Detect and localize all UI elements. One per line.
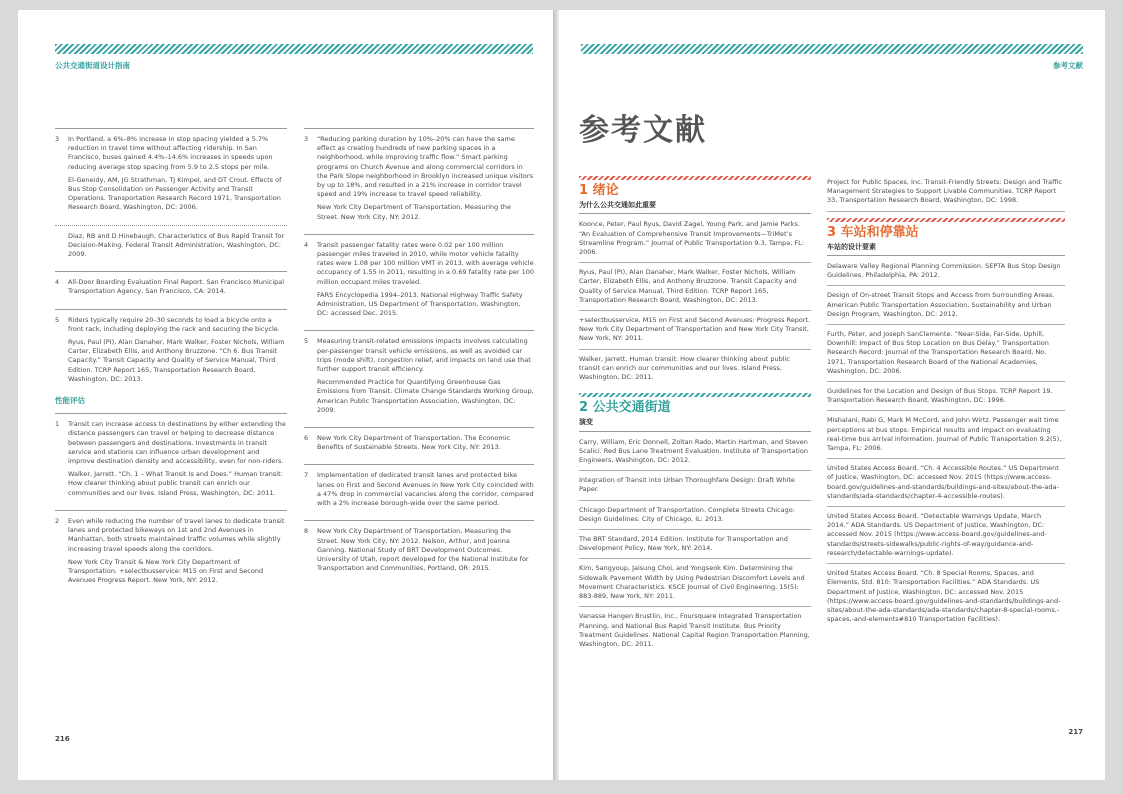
reference-entry: Delaware Valley Regional Planning Commission. SEPTA Bus Stop Design Guidelines. Philadelphia, PA: 2012. <box>827 262 1065 286</box>
reference-entry: Design of On-street Transit Stops and Access from Surrounding Areas. American Public Transportation Association, Sustainability and Urban Design Program, Washington, DC: 2012. <box>827 291 1065 325</box>
reference-entry: Walker, Jarrett. Human transit: How clearer thinking about public transit can enrich our communities and our lives. Island Press, Washington, DC: 2011. <box>579 354 790 382</box>
section-2-subtitle: 演变 <box>579 418 811 431</box>
endnote-text: New York City Department of Transportation, Measuring the Street. New York City, NY: 2012. Nelson, Arthur, and Joanna Ganning. National Study of BRT Development Outcomes. University of Utah, report developed for the National Institute for Transportation and Communities, Portland, OR: 2015. <box>317 527 529 573</box>
endnote-text: New York City Transit & New York City Department of Transportation. +selectbusservice: M15 on First and Second Avenues Progress Report. New York, NY: 2012. <box>68 557 264 585</box>
endnote-text: In Portland, a 6%–8% increase in stop spacing yielded a 5.7% reduction in travel time without affecting ridership. In San Francisco, buses gained 4.4%–14.6% increases in speeds upon reducing average stop spacing from 5.9 to 2.5 stops per mile. <box>68 135 273 171</box>
reference-entry: Project for Public Spaces, Inc. Transit-Friendly Streets: Design and Traffic Management Strategies to Support Livable Communities. TCRP Report 33, Transportation Research Board, Washington, DC: 1998. <box>827 178 1065 212</box>
reference-entry: Integration of Transit into Urban Thoroughfare Design: Draft White Paper. <box>579 476 811 500</box>
reference-entry: Chicago Department of Transportation. Complete Streets Chicago: Design Guidelines. City of Chicago, IL: 2013. <box>579 506 811 530</box>
right-page <box>559 10 1105 780</box>
endnote-number <box>55 232 68 264</box>
endnote <box>304 128 534 226</box>
reference-entry: Vanasse Hangen Brustlin, Inc., Foursquare Integrated Transportation Planning, and National Bus Rapid Transit Institute. Bus Priority Treatment Guidelines. National Capital Region Transportation Planning, Washington, DC: 2011. <box>579 612 810 648</box>
endnote <box>55 225 287 264</box>
page-number: 216 <box>55 735 70 743</box>
endnote <box>304 330 534 419</box>
endnote <box>304 520 534 577</box>
endnote-number: 8 <box>304 527 309 536</box>
section-2-title: 2 公共交通街道 <box>579 400 671 416</box>
section-3-title: 3 车站和停靠站 <box>827 224 919 240</box>
reference-entry: Guidelines for the Location and Design of Bus Stops. TCRP Report 19. Transportation Research Board, Washington, DC: 1996. <box>827 387 1065 411</box>
section-divider <box>579 176 811 180</box>
chapter-title: 参考文献 <box>579 113 707 148</box>
endnote-text: Diaz, RB and D Hinebaugh. Characteristics of Bus Rapid Transit for Decision-Making. Federal Transit Administration, Washington, DC: 2009. <box>68 231 285 259</box>
reference-entry: +selectbusservice, M15 on First and Second Avenues: Progress Report. New York City Department of Transportation and New York City Transit, New York, NY: 2011. <box>579 316 811 350</box>
endnote-text: Recommended Practice for Quantifying Greenhouse Gas Emissions from Transit. Climate Change Standards Working Group, American Public Transportation Association, Washington, DC: 2009. <box>317 378 534 414</box>
endnote-text: New York City Department of Transportation, Measuring the Street. New York City, NY: 2012. <box>317 203 511 221</box>
running-head: 公共交通街道设计指南 <box>55 61 130 70</box>
endnote <box>55 271 287 300</box>
references-column-1 <box>579 170 811 659</box>
endnote <box>55 510 287 589</box>
endnote-text: All-Door Boarding Evaluation Final Report. San Francisco Municipal Transportation Agency, San Francisco, CA: 2014. <box>68 278 285 296</box>
section-1-title: 1 绪论 <box>579 183 619 198</box>
endnote-number: 4 <box>55 278 60 287</box>
endnote-text: Measuring transit-related emissions impacts involves calculating per-passenger transit vehicle emissions, as well as avoided car trips (mode shift), congestion relief, and impacts on land use that further support transit efficiency. <box>317 337 531 374</box>
section-divider <box>827 218 1065 222</box>
section-divider <box>579 393 811 397</box>
reference-entry: Ryus, Paul (PI), Alan Danaher, Mark Walker, Foster Nichols, William Carter, Elizabeth Ellis, and Anthony Bruzzone. Transit Capacity and Quality of Service Manual, Third Edition. TCRP Report 165, Transportation Research Board, Washington, DC: 2013. <box>579 268 811 311</box>
section-3-subtitle: 车站的设计要素 <box>827 243 1065 256</box>
endnote <box>55 309 287 388</box>
endnote-text: Walker, Jarrett. “Ch. 1 – What Transit Is and Does.” Human transit: How clearer thinking about public transit can enrich our communities and our lives. Island Press, Washington, DC: 2011. <box>68 470 283 497</box>
reference-entry: Kim, Sangyoup, Jaisung Choi, and Yongseok Kim. Determining the Sidewalk Pavement Width by Using Pedestrian Discomfort Levels and Movement Characteristics. KSCE Journal of Civil Engineering, 15(5): 883-889, New York, NY: 2011. <box>579 564 811 607</box>
endnote <box>304 464 534 512</box>
reference-entry: Carry, William, Eric Donnell, Zoltan Rado, Martin Hartman, and Steven Scalici. Red Bus Lane Treatment Evaluation. Institute of Transportation Engineers, Washington, DC: 2012. <box>579 438 811 472</box>
endnote-number: 3 <box>304 135 309 143</box>
section-subhead: 性能评估 <box>55 396 85 406</box>
running-head: 参考文献 <box>1053 61 1083 70</box>
endnote-text: FARS Encyclopedia 1994–2013. National Highway Traffic Safety Administration, US Department of Transportation, Washington, DC: accessed Dec. 2015. <box>317 290 523 318</box>
endnote <box>304 427 534 456</box>
reference-entry: Furth, Peter, and Joseph SanClemente. “Near-Side, Far-Side, Uphill, Downhill: Impact of Bus Stop Location on Bus Delay.” Transportation Research Record: Journal of the Transportation Research Board, No. 1971, Transportation Research Board of the National Academies, Washington, DC: 2006. <box>827 330 1065 382</box>
header-hatch-bar <box>55 44 533 54</box>
endnote <box>55 413 287 502</box>
endnote-text: “Reducing parking duration by 10%–20% can have the same effect as creating hundreds of new parking spaces in a neighborhood, while improving traffic flow.” Smart parking programs on Church Avenue and along commercial corridors in the Park Slope neighborhood in Brooklyn increased unique visitors by up to 18%, and resulted in a 21% increase in corridor travel speed and 19% increase to travel speed reliability. <box>317 135 533 199</box>
notes-column-1 <box>55 128 287 597</box>
endnote <box>304 234 534 323</box>
endnote-text: New York City Department of Transportation. The Economic Benefits of Sustainable Streets. New York City, NY: 2013. <box>317 434 511 452</box>
endnote <box>55 128 287 217</box>
page-number: 217 <box>1068 728 1083 736</box>
endnote-number: 7 <box>304 471 309 480</box>
reference-entry: Mishalani, Rabi G, Mark M McCord, and John Wirtz. Passenger wait time perceptions at bus stops: Empirical results and impact on evaluating real-time bus arrival information. Journal of Public Transportation 9.2(5), Tampa, FL: 2006. <box>827 416 1065 459</box>
endnote-number: 3 <box>55 135 60 143</box>
endnote-text: Implementation of dedicated transit lanes and protected bike lanes on First and Second Avenues in New York City coincided with a 47% drop in commercial vacancies along the corridor, compared with a 2% increase borough-wide over the same period. <box>317 471 534 508</box>
endnote-text: Riders typically require 20–30 seconds to load a bicycle onto a front rack, including deploying the rack and securing the bicycle. <box>68 315 280 333</box>
left-page <box>18 10 553 780</box>
reference-entry: United States Access Board. “Ch. 4 Accessible Routes.” US Department of Justice, Washington, DC: accessed Nov. 2015 (https://www.access-board.gov/guidelines-and-standards/buildings-and-sites/about-the-ada-standards/ada-standards/chapter-4-accessible-routes). <box>827 464 1065 507</box>
reference-entry: The BRT Standard, 2014 Edition. Institute for Transportation and Development Policy, New York, NY: 2014. <box>579 535 811 559</box>
endnote-text: Transit can increase access to destinations by either extending the distance passengers can travel or helping to decrease distance between passengers and destinations. Investments in transit service and stations can influence urban development and improve destination density and accessibility, even for non-riders. <box>68 420 286 466</box>
section-1-subtitle: 为什么公共交通如此重要 <box>579 201 811 214</box>
references-column-2 <box>827 178 1065 634</box>
reference-entry: United States Access Board. “Ch. 8 Special Rooms, Spaces, and Elements, Std. 810: Transportation Facilities.” ADA Standards. US Department of Justice, Washington, DC: accessed Nov. 2015 (https://www.access-board.gov/guidelines-and-standards/buildings-and-sites/about-the-ada-standards/ada-standards/chapter-8-special-rooms,-spaces,-and-elements#810 Transportation Facilities). <box>827 569 1061 624</box>
endnote-number: 6 <box>304 434 309 443</box>
endnote-text: Transit passenger fatality rates were 0.02 per 100 million passenger miles traveled in 2010, while motor vehicle fatality rates were 1.08 per 100 million VMT in 2013, with average vehicle occupancy of 1.55 in 2011, resulting in a 0.69 fatality rate per 100 million occupant miles traveled. <box>317 240 534 286</box>
endnote-number: 2 <box>55 516 60 525</box>
endnote-number: 5 <box>304 337 309 346</box>
header-hatch-bar <box>581 44 1083 54</box>
endnote-number: 5 <box>55 315 60 324</box>
notes-column-2 <box>304 128 534 585</box>
endnote-number: 4 <box>304 240 309 249</box>
reference-entry: Koonce, Peter, Paul Ryus, David Zagel, Young Park, and Jamie Parks. “An Evaluation of Comprehensive Transit Improvements—TriMet’s Streamline Program.” Journal of Public Transportation 9.3, Tampa, FL: 2006. <box>579 220 811 263</box>
endnote-number: 1 <box>55 420 60 429</box>
endnote-text: El-Geneidy, AM, JG Strathman, TJ Kimpel, and DT Crout. Effects of Bus Stop Consolidation on Passenger Activity and Transit Operations. Transportation Research Record 1971, Transportation Research Board, Washington, DC: 2006. <box>68 175 282 212</box>
reference-entry: United States Access Board. “Detectable Warnings Update, March 2014.” ADA Standards. US Department of Justice, Washington, DC: accessed Nov. 2015 (https://www.access-board.gov/guidelines-and-standards/streets-sidewalks/public-rights-of-way/guidance-and-research/detectable-warnings-update). <box>827 512 1065 564</box>
endnote-text: Even while reducing the number of travel lanes to dedicate transit lanes and protected bikeways on 1st and 2nd Avenues in Manhattan, both streets maintained traffic volumes while slightly increasing travel speeds along the corridors. <box>68 516 285 553</box>
endnote-text: Ryus, Paul (PI), Alan Danaher, Mark Walker, Foster Nichols, William Carter, Elizabeth Ellis, and Anthony Bruzzone. “Ch 6. Bus Transit Capacity.” Transit Capacity and Quality of Service Manual, Third Edition. TCRP Report 165, Transportation Research Board, Washington, DC: 2013. <box>68 338 285 383</box>
